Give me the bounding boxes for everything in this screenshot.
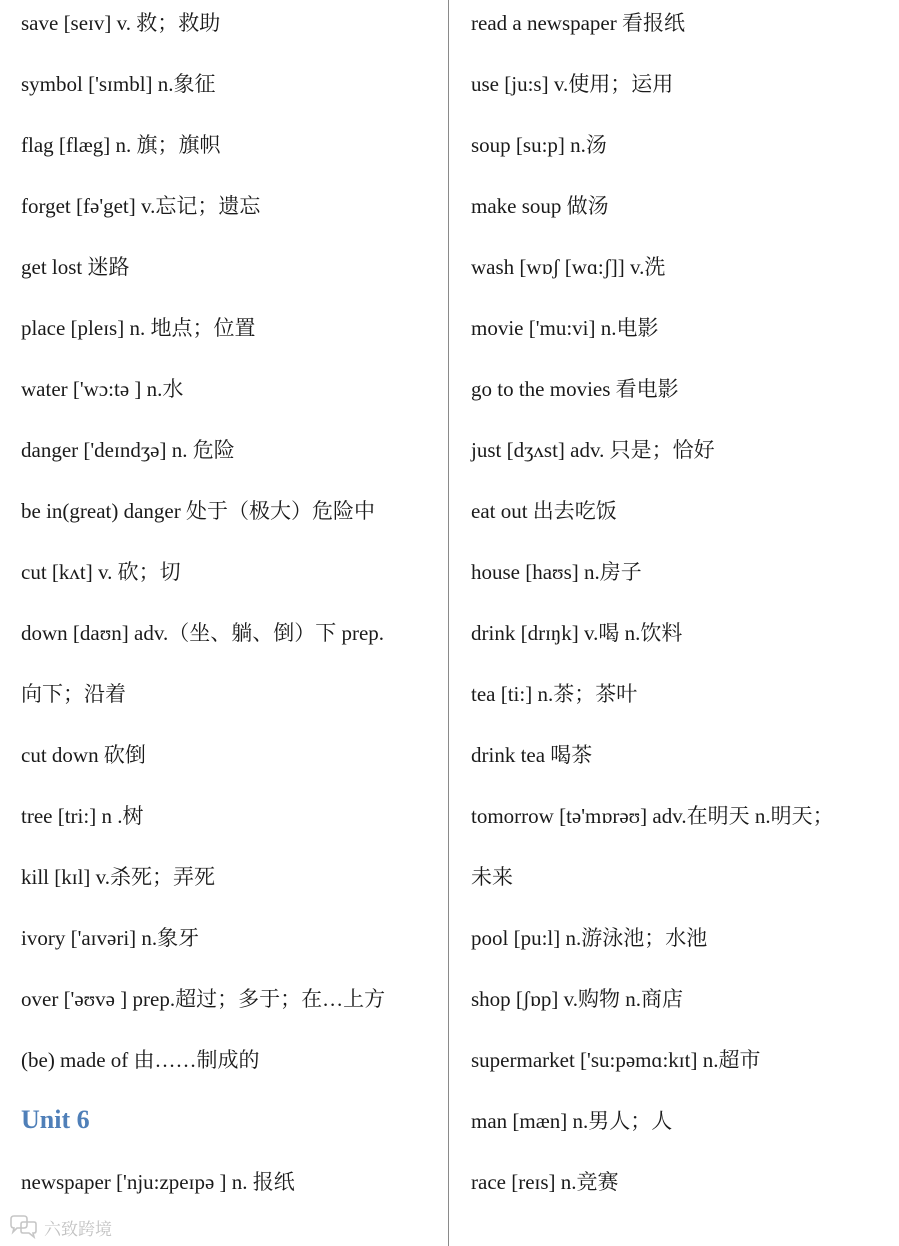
vocab-entry: danger ['deɪndʒə] n. 危险: [21, 438, 235, 462]
unit-heading: Unit 6: [21, 1105, 90, 1134]
vocab-entry: man [mæn] n.男人；人: [471, 1109, 673, 1133]
vocab-entry: get lost 迷路: [21, 255, 130, 279]
vocab-entry: cut down 砍倒: [21, 743, 146, 767]
vocab-entry: house [haʊs] n.房子: [471, 560, 642, 584]
vocab-entry: kill [kɪl] v.杀死；弄死: [21, 865, 216, 889]
vocab-entry: 向下；沿着: [21, 682, 126, 706]
vocab-entry: wash [wɒʃ [wɑ:ʃ]] v.洗: [471, 255, 666, 279]
vocab-entry: forget [fə'get] v.忘记；遗忘: [21, 194, 261, 218]
vocab-entry: make soup 做汤: [471, 194, 609, 218]
vocab-entry: (be) made of 由……制成的: [21, 1048, 260, 1072]
column-divider: [448, 0, 449, 1246]
vocab-entry: race [reɪs] n.竞赛: [471, 1170, 619, 1194]
vocab-entry: over ['əʊvə ] prep.超过；多于；在…上方: [21, 987, 386, 1011]
vocab-entry: go to the movies 看电影: [471, 377, 679, 401]
vocab-entry: pool [pu:l] n.游泳池；水池: [471, 926, 708, 950]
vocab-entry: 未来: [471, 865, 513, 889]
vocab-entry: ivory ['aɪvəri] n.象牙: [21, 926, 200, 950]
vocab-entry: read a newspaper 看报纸: [471, 11, 685, 35]
vocab-entry: tomorrow [tə'mɒrəʊ] adv.在明天 n.明天；: [471, 804, 834, 828]
vocab-entry: movie ['mu:vi] n.电影: [471, 316, 659, 340]
vocab-entry: newspaper ['nju:zpeɪpə ] n. 报纸: [21, 1170, 295, 1194]
vocab-entry: drink tea 喝茶: [471, 743, 593, 767]
speech-bubble-logo-icon: [8, 1215, 38, 1239]
vocab-entry: tree [tri:] n .树: [21, 804, 144, 828]
vocab-entry: use [ju:s] v.使用；运用: [471, 72, 674, 96]
vocab-entry: soup [su:p] n.汤: [471, 133, 607, 157]
vocab-entry: save [seɪv] v. 救；救助: [21, 11, 221, 35]
vocab-entry: down [daʊn] adv.（坐、躺、倒）下 prep.: [21, 621, 385, 645]
watermark: [8, 1212, 112, 1242]
vocab-entry: place [pleɪs] n. 地点；位置: [21, 316, 256, 340]
vocab-entry: supermarket ['su:pəmɑ:kɪt] n.超市: [471, 1048, 761, 1072]
vocab-entry: symbol ['sɪmbl] n.象征: [21, 72, 216, 96]
vocab-entry: eat out 出去吃饭: [471, 499, 617, 523]
vocab-entry: just [dʒʌst] adv. 只是；恰好: [471, 438, 715, 462]
vocab-entry: drink [drɪŋk] v.喝 n.饮料: [471, 621, 683, 645]
vocab-entry: cut [kʌt] v. 砍；切: [21, 560, 181, 584]
watermark-text: 六致跨境: [44, 1219, 112, 1240]
vocab-entry: flag [flæg] n. 旗；旗帜: [21, 133, 221, 157]
vocab-entry: shop [ʃɒp] v.购物 n.商店: [471, 987, 684, 1011]
vocab-entry: be in(great) danger 处于（极大）危险中: [21, 499, 375, 523]
vocab-entry: water ['wɔ:tə ] n.水: [21, 377, 184, 401]
vocab-entry: tea [ti:] n.茶；茶叶: [471, 682, 638, 706]
